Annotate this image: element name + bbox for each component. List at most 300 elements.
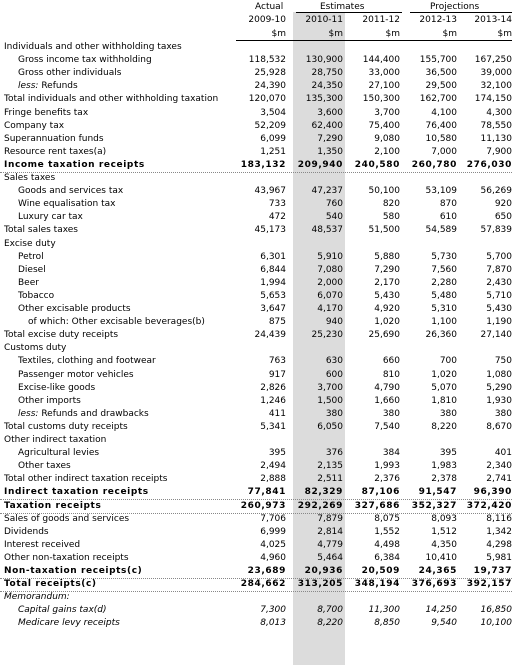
cell-value: 1,246 bbox=[260, 395, 286, 406]
row-label-text: Interest received bbox=[4, 539, 81, 550]
cell-value: 540 bbox=[325, 212, 343, 223]
row-label-text: Other excisable products bbox=[18, 304, 131, 314]
row-label bbox=[18, 251, 44, 264]
row-label-text: Capital gains tax(d) bbox=[18, 605, 107, 616]
row-label-text: Agricultural levies bbox=[18, 448, 100, 459]
row-label bbox=[18, 67, 121, 80]
cell-value: 8,700 bbox=[317, 605, 343, 616]
cell-value: 1,190 bbox=[486, 317, 512, 328]
row-label-text: Taxation receipts bbox=[4, 500, 102, 511]
cell-value: 162,700 bbox=[419, 94, 457, 105]
row-label bbox=[4, 41, 182, 54]
unit-header: $m bbox=[271, 29, 286, 39]
table-row bbox=[0, 617, 515, 630]
year-header: 2013-14 bbox=[474, 15, 512, 25]
cell-value: 384 bbox=[382, 448, 400, 459]
cell-value: 2,280 bbox=[431, 277, 457, 288]
cell-value: 2,494 bbox=[260, 461, 286, 472]
cell-value: 2,378 bbox=[431, 474, 457, 485]
table-row bbox=[0, 578, 515, 591]
cell-value: 392,157 bbox=[466, 579, 512, 590]
cell-value: 7,870 bbox=[486, 264, 512, 275]
table-row bbox=[0, 395, 515, 408]
cell-value: 5,310 bbox=[431, 304, 457, 314]
row-label-text: Gross income tax withholding bbox=[18, 55, 152, 66]
cell-value: 1,930 bbox=[486, 395, 512, 406]
table-row bbox=[0, 159, 515, 172]
cell-value: 135,300 bbox=[305, 94, 343, 105]
year-header: 2012-13 bbox=[419, 15, 457, 25]
cell-value: 260,780 bbox=[411, 159, 457, 170]
row-label-text: Gross other individuals bbox=[18, 68, 122, 79]
cell-value: 24,439 bbox=[254, 330, 286, 341]
table-row bbox=[0, 539, 515, 552]
cell-value: 54,589 bbox=[425, 225, 457, 236]
row-label bbox=[4, 500, 101, 513]
cell-value: 660 bbox=[382, 356, 400, 367]
cell-value: 62,400 bbox=[311, 120, 343, 131]
cell-value: 150,300 bbox=[362, 94, 400, 105]
cell-value: 16,850 bbox=[480, 605, 512, 616]
cell-value: 48,537 bbox=[311, 225, 343, 236]
cell-value: 4,025 bbox=[260, 539, 286, 550]
cell-value: 14,250 bbox=[425, 605, 457, 616]
cell-value: 3,700 bbox=[374, 107, 400, 118]
cell-value: 33,000 bbox=[368, 68, 400, 79]
cell-value: 2,135 bbox=[317, 461, 343, 472]
cell-value: 174,150 bbox=[474, 94, 512, 105]
row-label bbox=[18, 185, 123, 198]
cell-value: 313,205 bbox=[297, 579, 343, 590]
cell-value: 5,730 bbox=[431, 251, 457, 262]
row-label-text: Non-taxation receipts(c) bbox=[4, 566, 143, 576]
row-label-text: Wine equalisation tax bbox=[18, 199, 116, 210]
row-label bbox=[28, 316, 205, 329]
unit-header: $m bbox=[385, 29, 400, 39]
row-label bbox=[4, 133, 104, 146]
cell-value: 3,504 bbox=[260, 107, 286, 118]
row-label bbox=[18, 264, 46, 277]
row-label-text: Passenger motor vehicles bbox=[18, 369, 134, 380]
cell-value: 45,173 bbox=[254, 225, 286, 236]
cell-value: 284,662 bbox=[240, 579, 286, 590]
row-label bbox=[18, 355, 156, 368]
row-label bbox=[4, 224, 78, 237]
cell-value: 5,700 bbox=[486, 251, 512, 262]
cell-value: 580 bbox=[382, 212, 400, 223]
cell-value: 372,420 bbox=[466, 500, 512, 511]
row-label-text: Other imports bbox=[18, 395, 81, 406]
row-label-text: Sales of goods and services bbox=[4, 513, 130, 524]
cell-value: 7,560 bbox=[431, 264, 457, 275]
cell-value: 9,540 bbox=[431, 618, 457, 629]
cell-value: 56,269 bbox=[480, 186, 512, 197]
cell-value: 5,070 bbox=[431, 382, 457, 393]
table-row bbox=[0, 565, 515, 578]
row-label-text: Luxury car tax bbox=[18, 212, 83, 223]
table-row bbox=[0, 120, 515, 133]
cell-value: 750 bbox=[494, 356, 512, 367]
cell-value: 82,329 bbox=[304, 487, 343, 498]
cell-value: 2,814 bbox=[317, 526, 343, 537]
cell-value: 155,700 bbox=[419, 55, 457, 66]
cell-value: 118,532 bbox=[248, 55, 286, 66]
cell-value: 1,983 bbox=[431, 461, 457, 472]
row-label-text: Goods and services tax bbox=[18, 186, 124, 197]
row-label-text: Company tax bbox=[4, 120, 65, 131]
cell-value: 8,075 bbox=[374, 513, 400, 524]
row-label-text: Total other indirect taxation receipts bbox=[4, 474, 168, 485]
row-label bbox=[4, 591, 70, 604]
cell-value: 2,826 bbox=[260, 382, 286, 393]
cell-value: 11,130 bbox=[480, 133, 512, 144]
cell-value: 8,093 bbox=[431, 513, 457, 524]
table-row bbox=[0, 473, 515, 486]
row-label-text: Textiles, clothing and footwear bbox=[18, 356, 156, 367]
row-label-text: Excise-like goods bbox=[18, 382, 96, 393]
cell-value: 5,880 bbox=[374, 251, 400, 262]
cell-value: 7,900 bbox=[486, 146, 512, 157]
cell-value: 5,464 bbox=[317, 552, 343, 563]
cell-value: 810 bbox=[382, 369, 400, 380]
cell-value: 2,170 bbox=[374, 277, 400, 288]
row-label-text: Other non-taxation receipts bbox=[4, 552, 129, 563]
cell-value: 4,298 bbox=[486, 539, 512, 550]
table-row bbox=[0, 342, 515, 355]
cell-value: 380 bbox=[325, 408, 343, 419]
cell-value: 2,376 bbox=[374, 474, 400, 485]
row-label-text: Medicare levy receipts bbox=[18, 618, 120, 629]
row-label bbox=[4, 513, 129, 526]
cell-value: 20,509 bbox=[361, 566, 400, 576]
cell-value: 820 bbox=[382, 199, 400, 210]
cell-value: 8,013 bbox=[260, 618, 286, 629]
cell-value: 183,132 bbox=[240, 159, 286, 170]
cell-value: 1,251 bbox=[260, 146, 286, 157]
row-label bbox=[4, 434, 106, 447]
cell-value: 376 bbox=[325, 448, 343, 459]
cell-value: 5,910 bbox=[317, 251, 343, 262]
table-row bbox=[0, 172, 515, 185]
row-label-text: Total customs duty receipts bbox=[4, 421, 128, 432]
cell-value: 78,550 bbox=[480, 120, 512, 131]
cell-value: 26,360 bbox=[425, 330, 457, 341]
estimates-rule bbox=[296, 12, 402, 13]
row-label bbox=[18, 617, 120, 630]
cell-value: 6,070 bbox=[317, 290, 343, 301]
cell-value: 5,290 bbox=[486, 382, 512, 393]
cell-value: 120,070 bbox=[248, 94, 286, 105]
cell-value: 2,741 bbox=[486, 474, 512, 485]
table-row bbox=[0, 604, 515, 617]
cell-value: 630 bbox=[325, 356, 343, 367]
cell-value: 8,220 bbox=[317, 618, 343, 629]
row-label-text: Total receipts(c) bbox=[4, 579, 97, 590]
row-label bbox=[18, 604, 107, 617]
row-label-text: Refunds bbox=[41, 81, 78, 92]
cell-value: 260,973 bbox=[240, 500, 286, 511]
cell-value: 4,920 bbox=[374, 304, 400, 314]
cell-value: 47,237 bbox=[311, 186, 343, 197]
cell-value: 276,030 bbox=[466, 159, 512, 170]
cell-value: 8,850 bbox=[374, 618, 400, 629]
table-row bbox=[0, 264, 515, 277]
cell-value: 144,400 bbox=[362, 55, 400, 66]
table-row bbox=[0, 316, 515, 329]
cell-value: 411 bbox=[268, 408, 286, 419]
cell-value: 25,230 bbox=[311, 330, 343, 341]
cell-value: 7,706 bbox=[260, 513, 286, 524]
cell-value: 380 bbox=[494, 408, 512, 419]
cell-value: 4,498 bbox=[374, 539, 400, 550]
row-label bbox=[4, 539, 80, 552]
row-label bbox=[4, 159, 145, 172]
cell-value: 6,099 bbox=[260, 133, 286, 144]
cell-value: 10,410 bbox=[425, 552, 457, 563]
row-label-text: Sales taxes bbox=[4, 173, 56, 183]
table-row bbox=[0, 421, 515, 434]
row-label bbox=[4, 473, 167, 486]
year-header: 2009-10 bbox=[248, 15, 286, 25]
row-label-text: of which: Other excisable beverages(b) bbox=[28, 317, 205, 328]
row-label-prefix: less: bbox=[18, 408, 39, 419]
cell-value: 10,100 bbox=[480, 618, 512, 629]
cell-value: 28,750 bbox=[311, 68, 343, 79]
header-estimates: Estimates bbox=[320, 2, 365, 12]
cell-value: 5,430 bbox=[486, 304, 512, 314]
cell-value: 24,365 bbox=[418, 566, 457, 576]
row-label bbox=[4, 486, 149, 499]
cell-value: 348,194 bbox=[354, 579, 400, 590]
cell-value: 7,000 bbox=[431, 146, 457, 157]
table-row bbox=[0, 486, 515, 499]
cell-value: 53,109 bbox=[425, 186, 457, 197]
cell-value: 763 bbox=[268, 356, 286, 367]
row-label bbox=[4, 421, 128, 434]
cell-value: 5,981 bbox=[486, 552, 512, 563]
cell-value: 51,500 bbox=[368, 225, 400, 236]
row-label bbox=[18, 382, 95, 395]
row-label-text: Refunds and drawbacks bbox=[41, 408, 149, 419]
table-row bbox=[0, 552, 515, 565]
cell-value: 4,300 bbox=[486, 107, 512, 118]
row-label bbox=[4, 565, 142, 578]
cell-value: 43,967 bbox=[254, 186, 286, 197]
row-label-text: Petrol bbox=[18, 251, 44, 262]
cell-value: 760 bbox=[325, 199, 343, 210]
cell-value: 292,269 bbox=[297, 500, 343, 511]
row-label-text: Total excise duty receipts bbox=[4, 330, 119, 341]
table-row bbox=[0, 355, 515, 368]
table-row bbox=[0, 303, 515, 316]
row-label bbox=[4, 120, 64, 133]
row-label bbox=[4, 578, 97, 591]
row-label bbox=[18, 277, 39, 290]
cell-value: 10,580 bbox=[425, 133, 457, 144]
cell-value: 472 bbox=[268, 212, 286, 223]
row-label bbox=[4, 172, 55, 185]
cell-value: 36,500 bbox=[425, 68, 457, 79]
row-label-text: Individuals and other withholding taxes bbox=[4, 42, 182, 52]
cell-value: 20,936 bbox=[304, 566, 343, 576]
cell-value: 87,106 bbox=[361, 487, 400, 498]
row-label-text: Dividends bbox=[4, 526, 49, 537]
cell-value: 209,940 bbox=[297, 159, 343, 170]
cell-value: 5,653 bbox=[260, 290, 286, 301]
cell-value: 352,327 bbox=[411, 500, 457, 511]
cell-value: 1,993 bbox=[374, 461, 400, 472]
cell-value: 7,290 bbox=[374, 264, 400, 275]
row-label-prefix: less: bbox=[18, 81, 39, 92]
row-label bbox=[18, 408, 149, 421]
cell-value: 19,737 bbox=[473, 566, 512, 576]
table-row bbox=[0, 198, 515, 211]
cell-value: 25,928 bbox=[254, 68, 286, 79]
row-label-text: Other indirect taxation bbox=[4, 435, 107, 445]
cell-value: 7,540 bbox=[374, 421, 400, 432]
cell-value: 1,500 bbox=[317, 395, 343, 406]
cell-value: 4,960 bbox=[260, 552, 286, 563]
cell-value: 5,480 bbox=[431, 290, 457, 301]
row-label-text: Indirect taxation receipts bbox=[4, 487, 149, 498]
row-label bbox=[4, 146, 106, 159]
cell-value: 23,689 bbox=[247, 566, 286, 576]
table-row bbox=[0, 369, 515, 382]
table-row bbox=[0, 41, 515, 54]
table-row bbox=[0, 80, 515, 93]
cell-value: 8,220 bbox=[431, 421, 457, 432]
row-label-text: Fringe benefits tax bbox=[4, 107, 89, 118]
cell-value: 24,390 bbox=[254, 81, 286, 92]
cell-value: 52,209 bbox=[254, 120, 286, 131]
table-row bbox=[0, 290, 515, 303]
cell-value: 3,647 bbox=[260, 304, 286, 314]
row-label-text: Memorandum: bbox=[4, 592, 70, 603]
cell-value: 76,400 bbox=[425, 120, 457, 131]
cell-value: 3,700 bbox=[317, 382, 343, 393]
cell-value: 9,080 bbox=[374, 133, 400, 144]
row-label bbox=[4, 93, 218, 106]
table-row bbox=[0, 251, 515, 264]
cell-value: 1,994 bbox=[260, 277, 286, 288]
unit-header: $m bbox=[442, 29, 457, 39]
table-row bbox=[0, 434, 515, 447]
cell-value: 1,020 bbox=[431, 369, 457, 380]
cell-value: 39,000 bbox=[480, 68, 512, 79]
cell-value: 1,810 bbox=[431, 395, 457, 406]
cell-value: 733 bbox=[268, 199, 286, 210]
cell-value: 1,100 bbox=[431, 317, 457, 328]
row-label bbox=[18, 290, 54, 303]
cell-value: 91,547 bbox=[418, 487, 457, 498]
cell-value: 7,080 bbox=[317, 264, 343, 275]
year-header: 2010-11 bbox=[305, 15, 343, 25]
cell-value: 27,140 bbox=[480, 330, 512, 341]
cell-value: 167,250 bbox=[474, 55, 512, 66]
cell-value: 2,100 bbox=[374, 146, 400, 157]
cell-value: 130,900 bbox=[305, 55, 343, 66]
row-label-text: Tobacco bbox=[18, 290, 55, 301]
cell-value: 4,779 bbox=[317, 539, 343, 550]
row-label-text: Customs duty bbox=[4, 343, 67, 354]
cell-value: 11,300 bbox=[368, 605, 400, 616]
row-label bbox=[18, 54, 152, 67]
row-label-text: Superannuation funds bbox=[4, 133, 104, 144]
cell-value: 50,100 bbox=[368, 186, 400, 197]
cell-value: 610 bbox=[439, 212, 457, 223]
cell-value: 4,790 bbox=[374, 382, 400, 393]
cell-value: 1,020 bbox=[374, 317, 400, 328]
cell-value: 2,340 bbox=[486, 461, 512, 472]
header-actual: Actual bbox=[255, 2, 284, 12]
table-row bbox=[0, 408, 515, 421]
cell-value: 1,660 bbox=[374, 395, 400, 406]
cell-value: 401 bbox=[494, 448, 512, 459]
cell-value: 7,300 bbox=[260, 605, 286, 616]
cell-value: 650 bbox=[494, 212, 512, 223]
table-row bbox=[0, 211, 515, 224]
cell-value: 4,100 bbox=[431, 107, 457, 118]
row-label bbox=[4, 552, 129, 565]
cell-value: 1,350 bbox=[317, 146, 343, 157]
cell-value: 29,500 bbox=[425, 81, 457, 92]
table-row bbox=[0, 513, 515, 526]
table-row bbox=[0, 93, 515, 106]
cell-value: 8,670 bbox=[486, 421, 512, 432]
row-label bbox=[18, 198, 115, 211]
table-row bbox=[0, 185, 515, 198]
cell-value: 27,100 bbox=[368, 81, 400, 92]
cell-value: 32,100 bbox=[480, 81, 512, 92]
cell-value: 77,841 bbox=[247, 487, 286, 498]
table-row bbox=[0, 500, 515, 513]
cell-value: 7,290 bbox=[317, 133, 343, 144]
cell-value: 5,430 bbox=[374, 290, 400, 301]
cell-value: 1,552 bbox=[374, 526, 400, 537]
cell-value: 6,999 bbox=[260, 526, 286, 537]
cell-value: 380 bbox=[382, 408, 400, 419]
table-row bbox=[0, 224, 515, 237]
row-label bbox=[18, 395, 81, 408]
row-label bbox=[4, 329, 118, 342]
table-row bbox=[0, 133, 515, 146]
row-label bbox=[18, 460, 71, 473]
cell-value: 2,430 bbox=[486, 277, 512, 288]
table-row bbox=[0, 238, 515, 251]
cell-value: 7,879 bbox=[317, 513, 343, 524]
cell-value: 376,693 bbox=[411, 579, 457, 590]
cell-value: 700 bbox=[439, 356, 457, 367]
row-label bbox=[4, 107, 88, 120]
cell-value: 3,600 bbox=[317, 107, 343, 118]
row-label-text: Excise duty bbox=[4, 238, 56, 249]
table-row bbox=[0, 329, 515, 342]
table-row bbox=[0, 67, 515, 80]
row-label-text: Income taxation receipts bbox=[4, 159, 145, 170]
cell-value: 940 bbox=[325, 317, 343, 328]
cell-value: 75,400 bbox=[368, 120, 400, 131]
table-row bbox=[0, 146, 515, 159]
cell-value: 380 bbox=[439, 408, 457, 419]
cell-value: 5,341 bbox=[260, 421, 286, 432]
table-row bbox=[0, 382, 515, 395]
unit-header: $m bbox=[497, 29, 512, 39]
row-label bbox=[4, 342, 66, 355]
cell-value: 920 bbox=[494, 199, 512, 210]
table-row bbox=[0, 526, 515, 539]
table-row bbox=[0, 277, 515, 290]
cell-value: 1,512 bbox=[431, 526, 457, 537]
